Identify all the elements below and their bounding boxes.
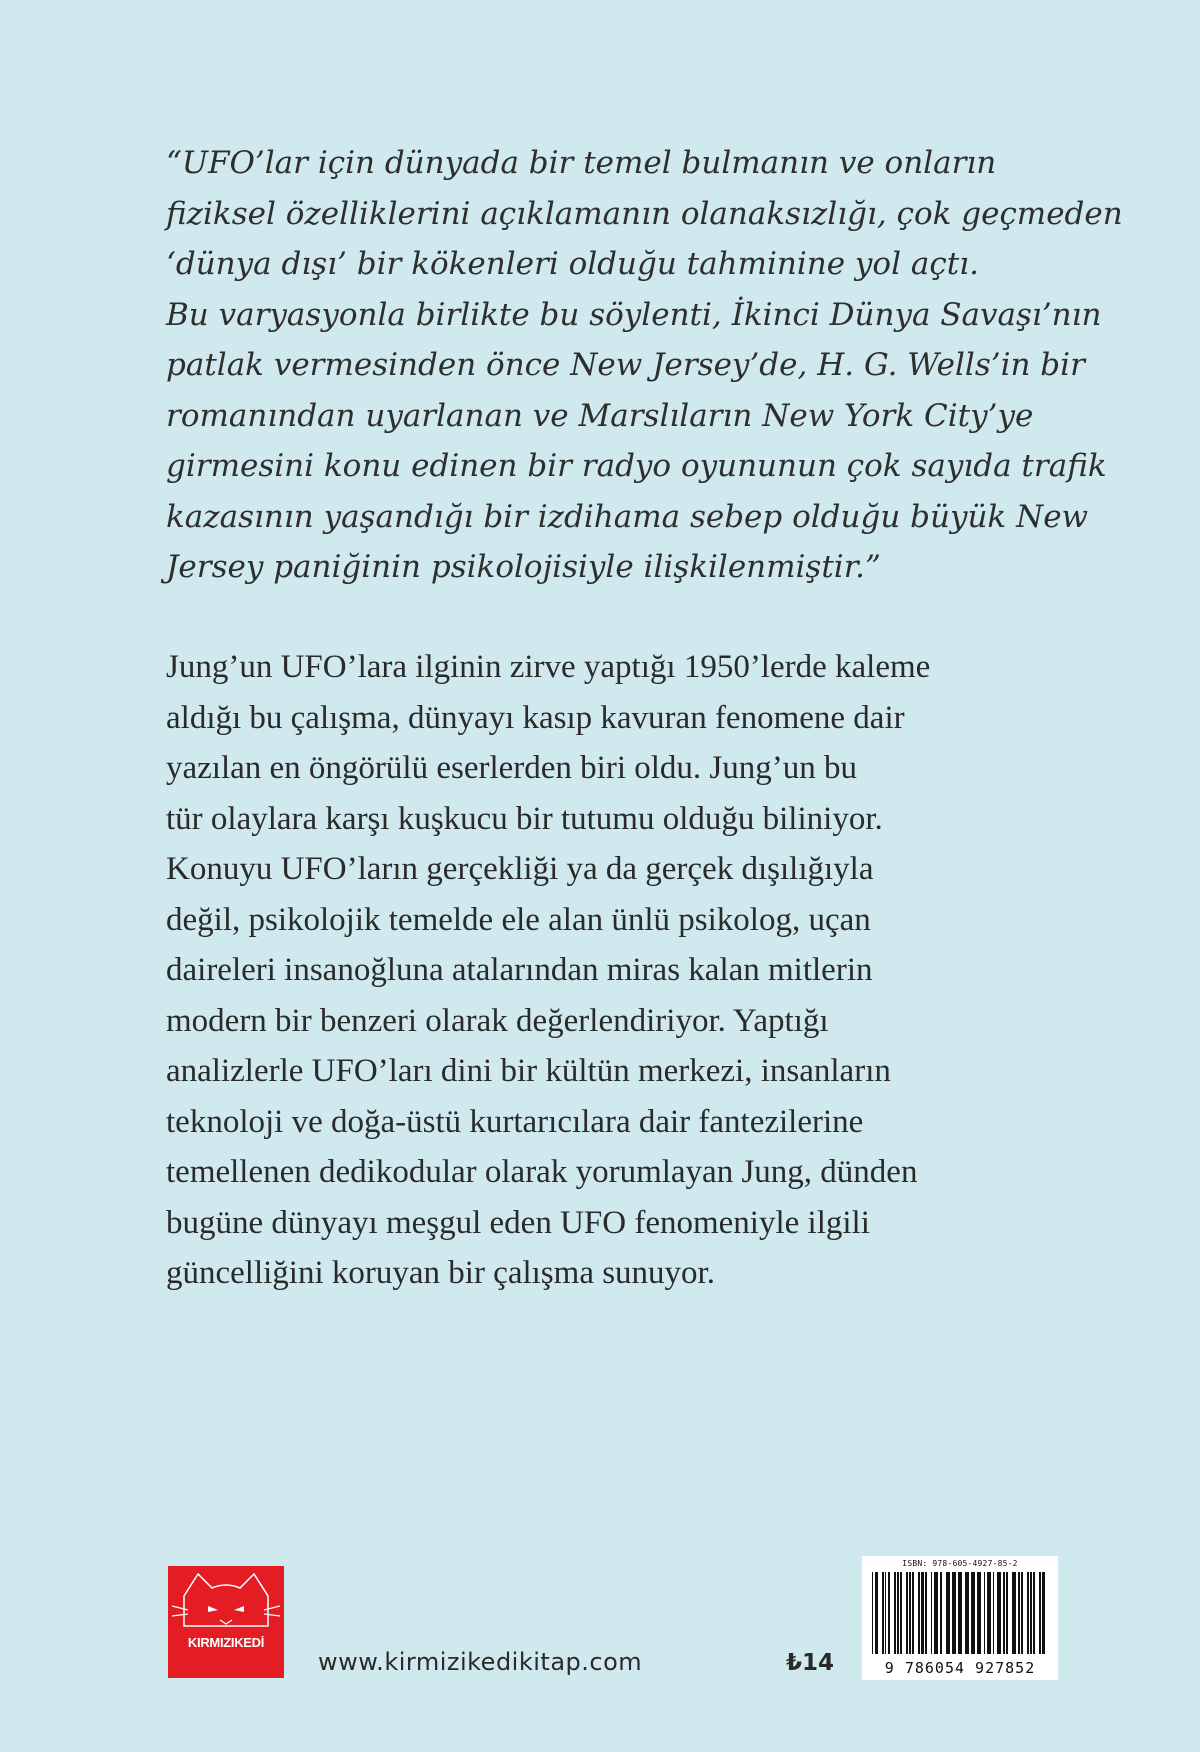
quote-line: Bu varyasyonla birlikte bu söylenti, İkinci Dünya Savaşı’nın — [166, 296, 1102, 333]
barcode-bar — [1021, 1572, 1023, 1654]
barcode-bar — [1033, 1572, 1035, 1654]
barcode-bar — [872, 1572, 873, 1654]
description-line: Jung’un UFO’lara ilginin zirve yaptığı 1950’lerde kaleme — [166, 649, 931, 685]
description-line: temellenen dedikodular olarak yorumlayan Jung, dünden — [166, 1154, 918, 1190]
barcode-bar — [946, 1572, 950, 1654]
barcode-bar — [940, 1572, 942, 1654]
barcode-bar — [894, 1572, 896, 1654]
quote-line: “UFO’lar için dünyada bir temel bulmanın ve onların — [166, 145, 997, 181]
barcode-bar — [931, 1572, 932, 1654]
barcode-bar — [888, 1572, 890, 1654]
barcode-bar — [882, 1572, 884, 1654]
barcode-bar — [921, 1572, 924, 1654]
barcode-bar — [1039, 1572, 1041, 1654]
quote-line: Jersey paniğinin psikolojisiyle ilişkilenmiştir.” — [166, 549, 881, 585]
description-line: yazılan en öngörülü eserlerden biri oldu. Jung’un bu — [166, 750, 857, 786]
barcode-bar — [912, 1572, 914, 1654]
barcode-bar — [1027, 1572, 1029, 1654]
quote-line: kazasının yaşandığı bir izdihama sebep olduğu büyük New — [166, 498, 1089, 535]
barcode-bar — [925, 1572, 927, 1654]
barcode-bars — [868, 1572, 1052, 1654]
description-line: teknoloji ve doğa-üstü kurtarıcılara dair fantezilerine — [166, 1103, 864, 1140]
barcode-bar — [952, 1572, 956, 1654]
publisher-logo-text: KIRMIZIKEDİ — [168, 1635, 284, 1650]
barcode-bar — [1006, 1572, 1008, 1654]
isbn-digits: 9 786054 927852 — [884, 1659, 1036, 1677]
quote-line: ‘dünya dışı’ bir kökenleri olduğu tahminine yol açtı. — [166, 246, 979, 282]
barcode-bar — [906, 1572, 908, 1654]
barcode-bar — [875, 1572, 878, 1654]
barcode-bar — [997, 1572, 1001, 1654]
publisher-logo — [168, 1566, 284, 1678]
barcode-bar — [1042, 1572, 1045, 1654]
barcode-bar — [987, 1572, 991, 1654]
description-line: modern bir benzeri olarak değerlendiriyor. Yaptığı — [166, 1002, 829, 1039]
barcode-bar — [1003, 1572, 1005, 1654]
quote-line: fiziksel özelliklerini açıklamanın olanaksızlığı, çok geçmeden — [166, 195, 1123, 232]
isbn-number: ISBN: 978-605-4927-85-2 — [902, 1559, 1018, 1568]
quote-line: girmesini konu edinen bir radyo oyununun çok sayıda trafik — [166, 448, 1107, 484]
barcode-bar — [1012, 1572, 1016, 1654]
barcode-bar — [958, 1572, 962, 1654]
barcode-bar — [909, 1572, 911, 1654]
description-line: tür olaylara karşı kuşkucu bir tutumu olduğu biliniyor. — [166, 800, 883, 837]
description-line: bugüne dünyayı meşgul eden UFO fenomeniyle ilgili — [166, 1204, 870, 1241]
description-line: güncelliğini koruyan bir çalışma sunuyor. — [166, 1255, 715, 1291]
barcode-bar — [900, 1572, 902, 1654]
cat-icon — [168, 1566, 284, 1678]
quote-line: romanından uyarlanan ve Marslıların New York City’ye — [166, 397, 1034, 434]
price-label: ₺14 — [786, 1650, 835, 1676]
barcode-bar — [971, 1572, 975, 1654]
back-cover-description — [166, 642, 1066, 1299]
barcode-bar — [1030, 1572, 1032, 1654]
barcode-bar — [934, 1572, 938, 1654]
barcode-bar — [993, 1572, 994, 1654]
description-line: analizlerle UFO’ları dini bir kültün merkezi, insanların — [166, 1053, 891, 1089]
description-line: değil, psikolojik temelde ele alan ünlü psikolog, uçan — [166, 901, 871, 938]
description-line: aldığı bu çalışma, dünyayı kasıp kavuran fenomene dair — [166, 699, 905, 736]
isbn-barcode — [862, 1556, 1058, 1680]
back-cover-quote — [166, 138, 1123, 593]
description-line: daireleri insanoğluna atalarından miras kalan mitlerin — [166, 952, 873, 988]
quote-line: patlak vermesinden önce New Jersey’de, H. G. Wells’in bir — [166, 347, 1085, 383]
barcode-bar — [885, 1572, 886, 1654]
description-line: Konuyu UFO’ların gerçekliği ya da gerçek dışılığıyla — [166, 851, 874, 887]
barcode-bar — [1018, 1572, 1020, 1654]
barcode-bar — [984, 1572, 985, 1654]
barcode-bar — [965, 1572, 969, 1654]
barcode-bar — [977, 1572, 981, 1654]
publisher-website[interactable]: www.kirmizikedikitap.com — [318, 1648, 643, 1676]
barcode-bar — [918, 1572, 920, 1654]
barcode-bar — [897, 1572, 899, 1654]
